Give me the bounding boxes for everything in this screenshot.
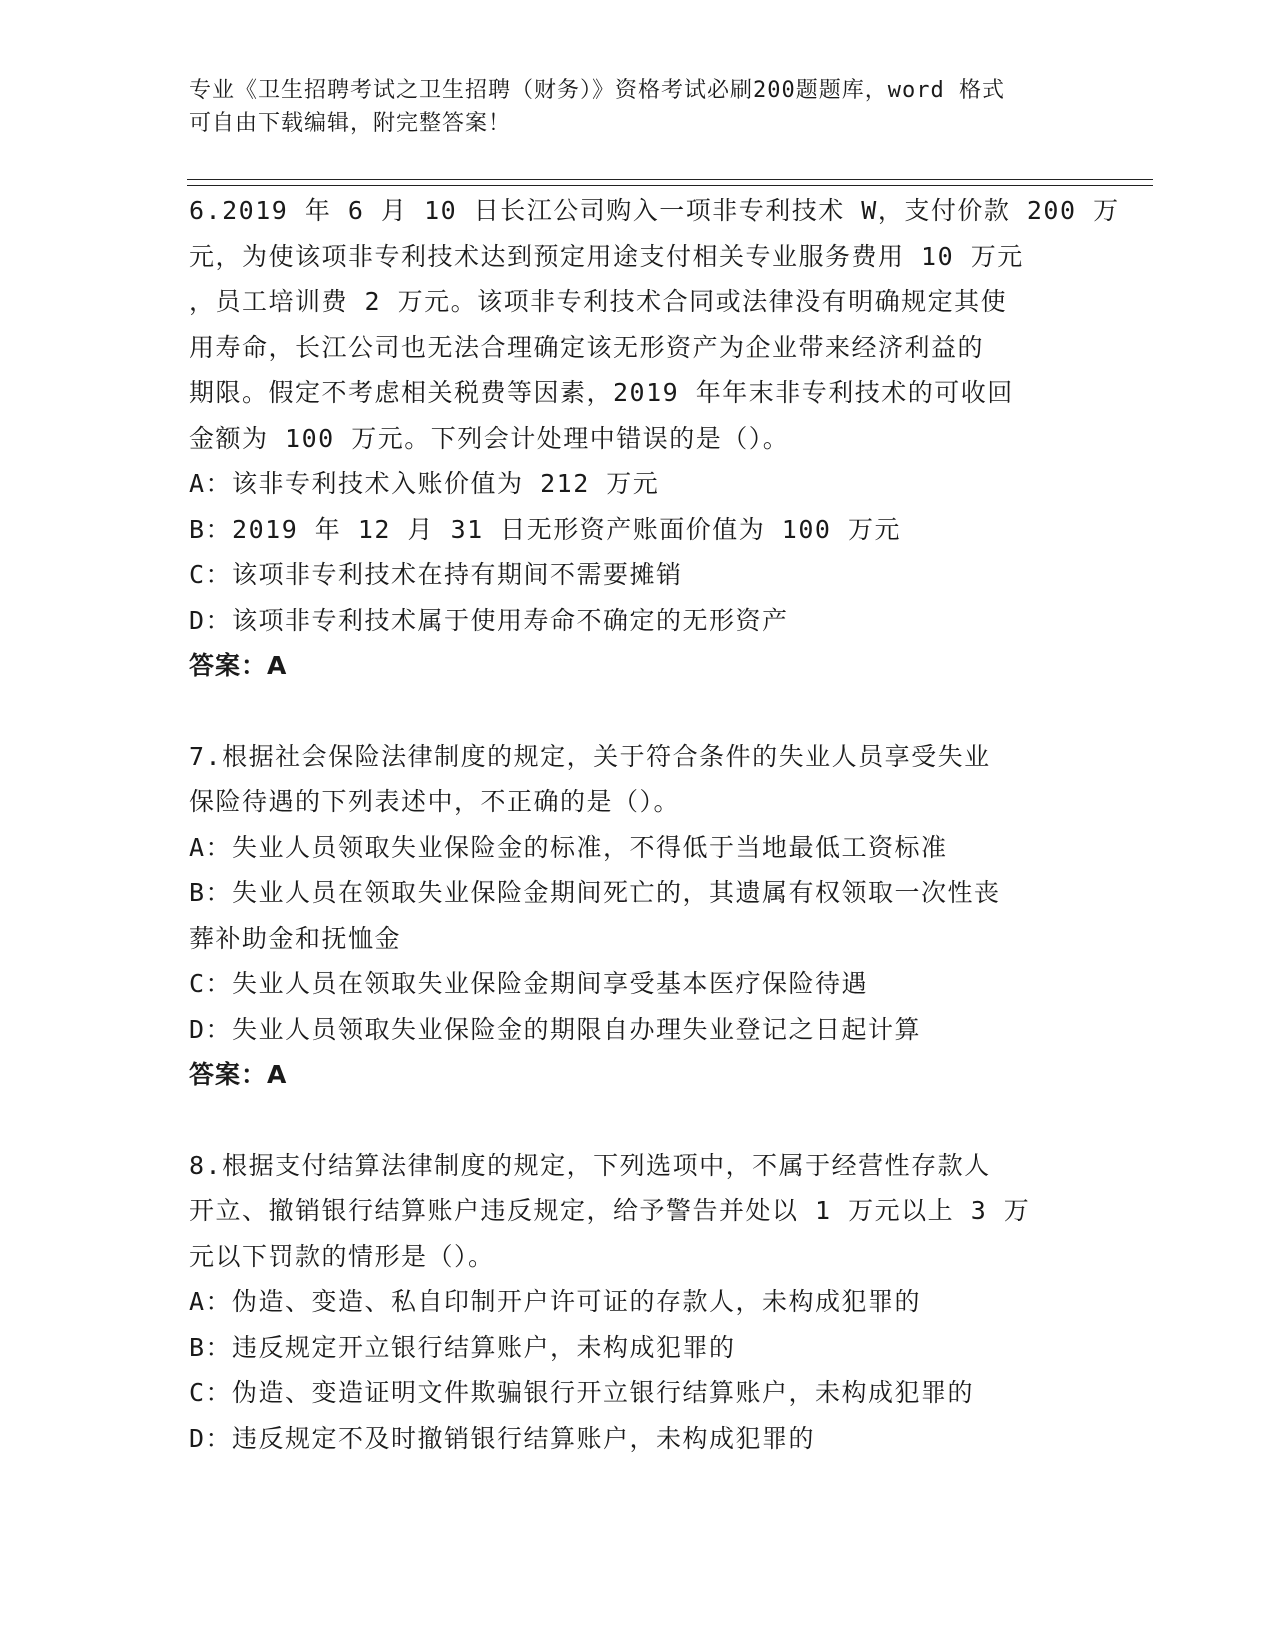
question-stem-line: 期限。假定不考虑相关税费等因素，2019 年年末非专利技术的可收回 bbox=[189, 378, 1014, 407]
option-d: D：失业人员领取失业保险金的期限自办理失业登记之日起计算 bbox=[189, 1014, 922, 1044]
question-7 bbox=[189, 734, 1089, 1098]
option-d: D：该项非专利技术属于使用寿命不确定的无形资产 bbox=[189, 605, 789, 635]
question-list bbox=[189, 188, 1120, 1461]
question-stem-line: 元以下罚款的情形是（）。 bbox=[189, 1241, 495, 1271]
answer-label: 答案：A bbox=[189, 1060, 288, 1089]
question-stem-line: 6.2019 年 6 月 10 日长江公司购入一项非专利技术 W，支付价款 200 万 bbox=[189, 196, 1120, 225]
option-c: C：失业人员在领取失业保险金期间享受基本医疗保险待遇 bbox=[189, 969, 869, 998]
option-a: A：失业人员领取失业保险金的标准，不得低于当地最低工资标准 bbox=[189, 832, 948, 862]
answer-label: 答案：A bbox=[189, 651, 288, 680]
option-b: B：2019 年 12 月 31 日无形资产账面价值为 100 万元 bbox=[189, 514, 901, 544]
option-b: B：失业人员在领取失业保险金期间死亡的，其遗属有权领取一次性丧 bbox=[189, 878, 1001, 907]
question-stem-line: ，员工培训费 2 万元。该项非专利技术合同或法律没有明确规定其使 bbox=[189, 287, 1008, 316]
question-stem-line: 7.根据社会保险法律制度的规定，关于符合条件的失业人员享受失业 bbox=[189, 741, 991, 771]
header-line: 专业《卫生招聘考试之卫生招聘（财务）》资格考试必刷200题题库，word 格式 bbox=[189, 78, 1005, 103]
option-a: A：伪造、变造、私自印制开户许可证的存款人，未构成犯罪的 bbox=[189, 1287, 922, 1316]
option-b-continued: 葬补助金和抚恤金 bbox=[189, 923, 402, 953]
question-stem-line: 开立、撤销银行结算账户违反规定，给予警告并处以 1 万元以上 3 万 bbox=[189, 1196, 1031, 1225]
header-line: 可自由下载编辑，附完整答案！ bbox=[189, 111, 512, 136]
question-stem-line: 8.根据支付结算法律制度的规定，下列选项中，不属于经营性存款人 bbox=[189, 1150, 991, 1180]
question-8 bbox=[189, 1143, 1089, 1462]
option-a: A：该非专利技术入账价值为 212 万元 bbox=[189, 469, 660, 498]
option-d: D：违反规定不及时撤销银行结算账户，未构成犯罪的 bbox=[189, 1423, 816, 1453]
option-c: C：该项非专利技术在持有期间不需要摊销 bbox=[189, 560, 683, 589]
question-6 bbox=[189, 188, 1120, 689]
question-stem-line: 用寿命，长江公司也无法合理确定该无形资产为企业带来经济利益的 bbox=[189, 332, 985, 362]
option-c: C：伪造、变造证明文件欺骗银行开立银行结算账户，未构成犯罪的 bbox=[189, 1378, 975, 1407]
document-header bbox=[189, 74, 1069, 140]
header-divider bbox=[187, 185, 1153, 186]
question-stem-line: 金额为 100 万元。下列会计处理中错误的是（）。 bbox=[189, 423, 790, 453]
option-b: B：违反规定开立银行结算账户，未构成犯罪的 bbox=[189, 1332, 736, 1362]
question-stem-line: 元，为使该项非专利技术达到预定用途支付相关专业服务费用 10 万元 bbox=[189, 241, 1024, 271]
header-divider bbox=[187, 179, 1153, 180]
question-stem-line: 保险待遇的下列表述中，不正确的是（）。 bbox=[189, 787, 681, 816]
